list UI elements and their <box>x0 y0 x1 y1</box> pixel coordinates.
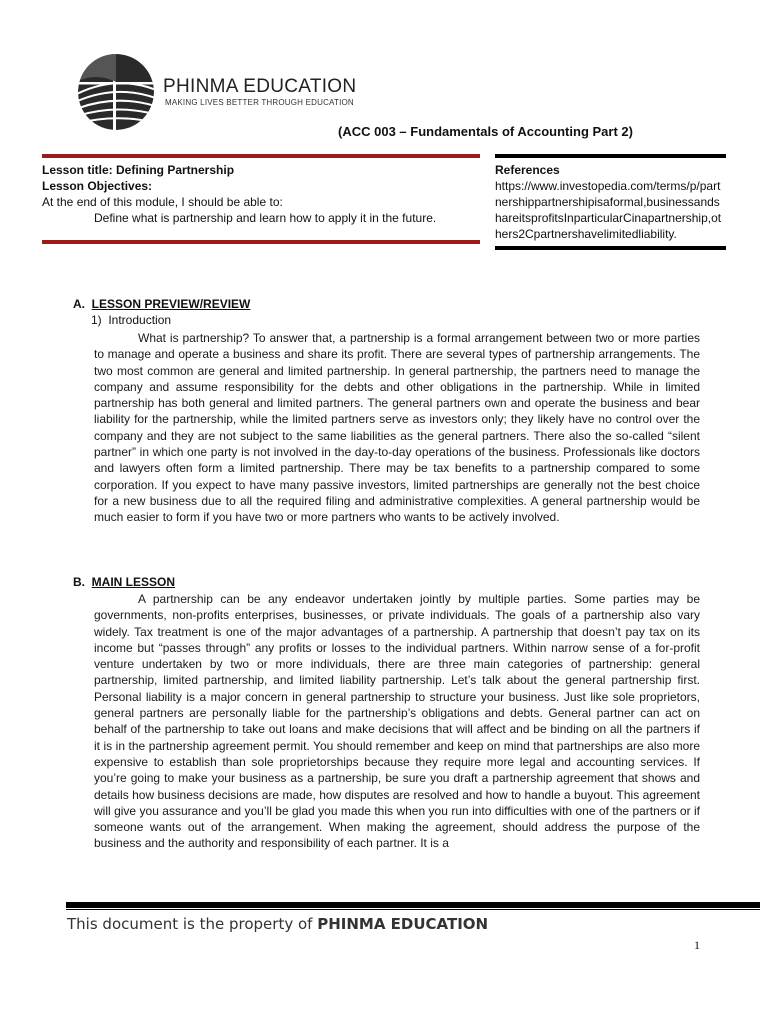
references-box <box>495 154 726 250</box>
references-url[interactable]: https://www.investopedia.com/terms/p/partnershippartnershipisaformal,businessandshareitsprofitsInparticularCinapartnership,others2Cpartnershavelimitedliability. <box>495 179 722 241</box>
section-a-body: What is partnership? To answer that, a partnership is a formal arrangement between two or more parties to manage and operate a business and share its profit. There are several types of partnership arrangements. The two most common are general and limited partnership. In general partnership, the partners need to manage the company and assume responsibility for the debts and other obligations in the partnership. While in limited partnership has both general and limited partners. The general partners own and operate the business and bear liability for the partnership, while the limited partners serve as investors only; they likely have no control over the company and they are not subject to the same liabilities as the general partners. There also the so-called “silent partner” in which one party is not involved in the day-to-day operations of the business. Professionals like doctors and lawyers often form a limited partnership. There may be tax benefits to a partnership compared to some corporation. If you expect to have many passive investors, limited partnerships are generally not the best choice for a new business due to all the required filing and administrative complexities. A general partnership would be much easier to form if you have two or more partners who wants to be actively involved. <box>94 331 700 525</box>
brand-tagline: MAKING LIVES BETTER THROUGH EDUCATION <box>165 98 354 107</box>
footer-prefix: This document is the property of <box>67 915 318 933</box>
phinma-logo-icon <box>76 52 156 132</box>
section-b-heading <box>73 575 175 589</box>
footer-owner: PHINMA EDUCATION <box>317 915 489 933</box>
lesson-header-box <box>42 154 480 244</box>
section-b-title: MAIN LESSON <box>91 575 176 589</box>
brand-name: PHINMA EDUCATION <box>163 76 357 97</box>
lesson-objectives-intro: At the end of this module, I should be able to: <box>42 195 283 209</box>
section-a-title: LESSON PREVIEW/REVIEW <box>91 297 251 311</box>
lesson-top-rule <box>42 154 480 158</box>
section-a-sub-number: 1) <box>91 313 102 327</box>
section-a-heading <box>73 297 250 311</box>
footer-rule <box>66 902 760 908</box>
section-b-body: A partnership can be any endeavor undertaken jointly by multiple parties. Some parties may be governments, non-profits enterprises, businesses, or private individuals. The goals of a partnership also vary widely. Tax treatment is one of the major advantages of a partnership. A partnership that doesn’t pay tax on its income but “passes through” any profits or losses to the individual partners. Within narrow sense of a for-profit venture undertaken by two or more individuals, there are three main categories of partnership: general partnership, limited partnership, and limited liability partnership. Let’s talk about the general partnership first. Personal liability is a major concern in general partnership to structure your business. Just like sole proprietors, general partners are personally liable for the partnership’s obligations and debts. General partner can act on behalf of the partnership to take out loans and make decisions that will affect and be binding on all the partners if it is in the partnership agreement permit. You should remember and keep on mind that partnerships are also more expensive to establish than sole proprietorships because they require more legal and accounting services. If you’re going to make your business as a partnership, be sure you draft a partnership agreement that shows and details how business decisions are made, how disputes are resolved and how to handle a buyout. This agreement will give you assurance and you’ll be glad you made this when you run into difficulties with one of the partners or if someone wants out of the arrangement. When making the agreement, should address the purpose of the business and the authority and responsibility of each partner. It is a <box>94 592 700 851</box>
lesson-bottom-rule <box>42 240 480 244</box>
section-a-subheading <box>91 313 171 327</box>
section-a-letter: A. <box>73 297 85 311</box>
references-top-rule <box>495 154 726 158</box>
section-a-sub-title: Introduction <box>108 313 172 327</box>
references-bottom-rule <box>495 246 726 250</box>
lesson-objective-item: Define what is partnership and learn how to apply it in the future. <box>94 211 437 225</box>
section-b-letter: B. <box>73 575 85 589</box>
lesson-objectives-label: Lesson Objectives: <box>42 179 153 193</box>
footer-text <box>67 915 488 933</box>
footer-rule-thin <box>66 909 760 910</box>
page-number: 1 <box>694 938 700 952</box>
references-label: References <box>495 163 560 177</box>
lesson-title: Lesson title: Defining Partnership <box>42 163 235 177</box>
course-title: (ACC 003 – Fundamentals of Accounting Part 2) <box>338 124 633 139</box>
